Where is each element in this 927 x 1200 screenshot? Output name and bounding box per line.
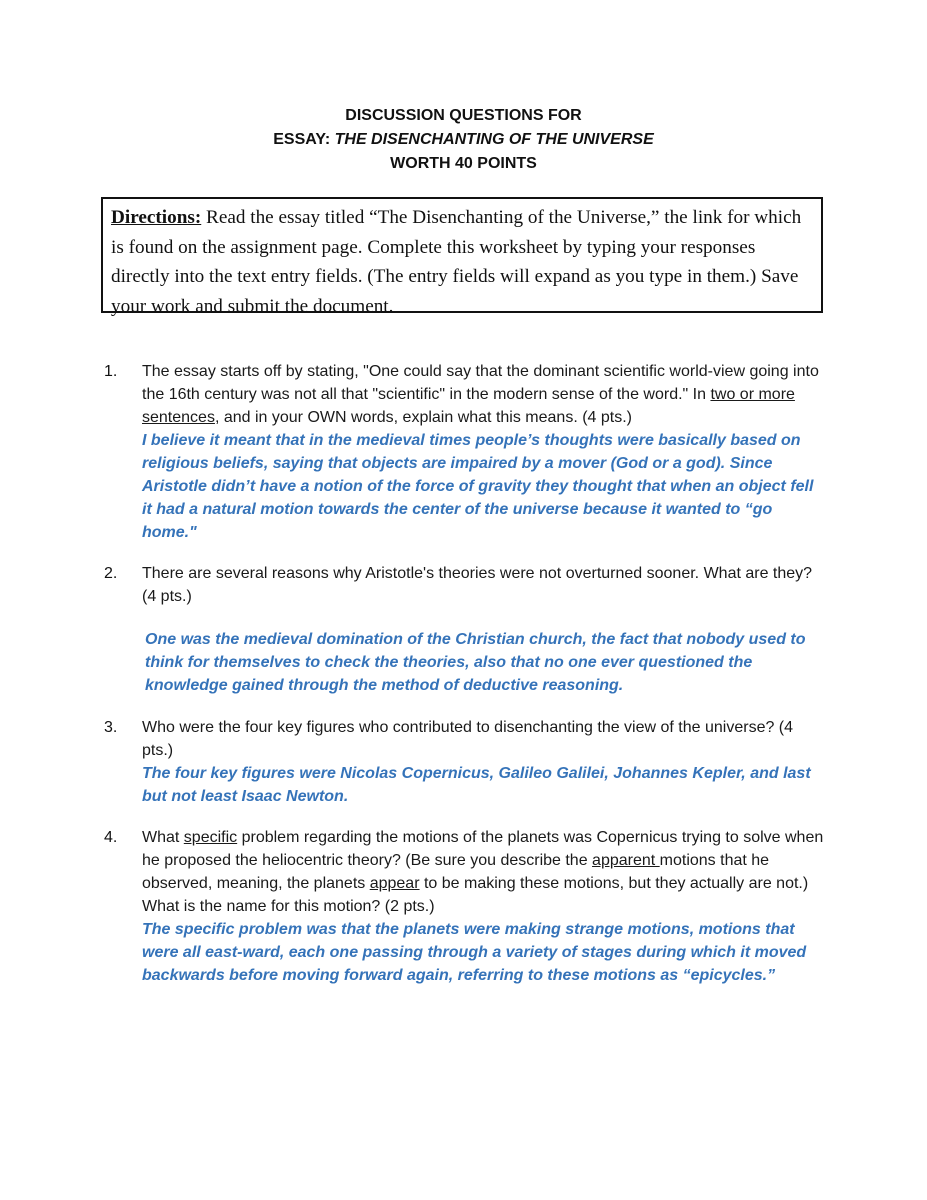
question-number: 3. — [104, 719, 118, 736]
answer-field-2[interactable]: One was the medieval domination of the Christian church, the fact that nobody used to think for themselves to check the theories, also that no one ever questioned the knowledge gained through the method of deductive reasoning. — [145, 631, 806, 694]
question-underlined-text: specific — [183, 829, 238, 846]
question-number: 1. — [104, 363, 118, 380]
question-text-part: What — [142, 829, 184, 846]
directions-box — [101, 197, 823, 317]
question-body — [142, 360, 824, 544]
question-text-part: , and in your OWN words, explain what this means. (4 pts.) — [214, 409, 632, 426]
title-line-3: WORTH 40 POINTS — [390, 155, 537, 172]
document-title — [0, 104, 927, 176]
question-text: Who were the four key figures who contributed to disenchanting the view of the universe? (4 pts.) — [142, 719, 794, 759]
question-1 — [104, 360, 824, 544]
question-text-part: motions that he observed, meaning, the planets — [142, 852, 770, 892]
question-2 — [104, 562, 824, 697]
title-essay-prefix: ESSAY: — [273, 131, 335, 148]
question-underlined-text: appear — [369, 875, 420, 892]
question-text: There are several reasons why Aristotle's theories were not overturned sooner. What are they? (4 pts.) — [142, 565, 813, 605]
question-list — [104, 360, 824, 987]
question-3 — [104, 716, 824, 808]
question-text-part: problem regarding the motions of the planets was Copernicus trying to solve when he proposed the heliocentric theory? (Be sure you describe the — [142, 829, 824, 869]
question-number: 2. — [104, 565, 118, 582]
question-underlined-text: two or more sentences — [142, 386, 795, 426]
title-essay-name: THE DISENCHANTING OF THE UNIVERSE — [334, 131, 654, 148]
directions-text: Read the essay titled “The Disenchanting of the Universe,” the link for which is found on the assignment page. Complete this worksheet by typing your responses directly into the text entry fields. (The entry fields will expand as you type in them.) Save your work and submit the document. — [111, 207, 802, 317]
question-text — [142, 826, 824, 918]
question-underlined-text: apparent — [592, 852, 660, 869]
question-number: 4. — [104, 829, 118, 846]
answer-field-3[interactable]: The four key figures were Nicolas Copernicus, Galileo Galilei, Johannes Kepler, and last but not least Isaac Newton. — [142, 765, 811, 805]
answer-field-4[interactable]: The specific problem was that the planets were making strange motions, motions that were all east-ward, each one passing through a variety of stages during which it moved backwards before moving forward again, referring to these motions as “epicycles.” — [142, 921, 807, 984]
question-body — [142, 716, 824, 808]
answer-field-1[interactable]: I believe it meant that in the medieval times people’s thoughts were basically based on religious beliefs, saying that objects are impaired by a mover (God or a god). Since Aristotle didn’t have a notion of the force of gravity they thought that when an object fell it had a natural motion towards the center of the universe because it wanted to “go home." — [142, 432, 814, 541]
question-text-part: to be making these motions, but they actually are not.) What is the name for this motion? (2 pts.) — [142, 875, 809, 915]
question-body — [142, 562, 824, 697]
question-4 — [104, 826, 824, 987]
question-text — [142, 360, 824, 429]
title-line-1: DISCUSSION QUESTIONS FOR — [345, 107, 582, 124]
question-body — [142, 826, 824, 987]
title-line-2 — [0, 128, 927, 152]
question-text-part: The essay starts off by stating, "One could say that the dominant scientific world-view going into the 16th century was not all that "scientific" in the modern sense of the word." In — [142, 363, 819, 403]
directions-label: Directions: — [111, 207, 202, 228]
